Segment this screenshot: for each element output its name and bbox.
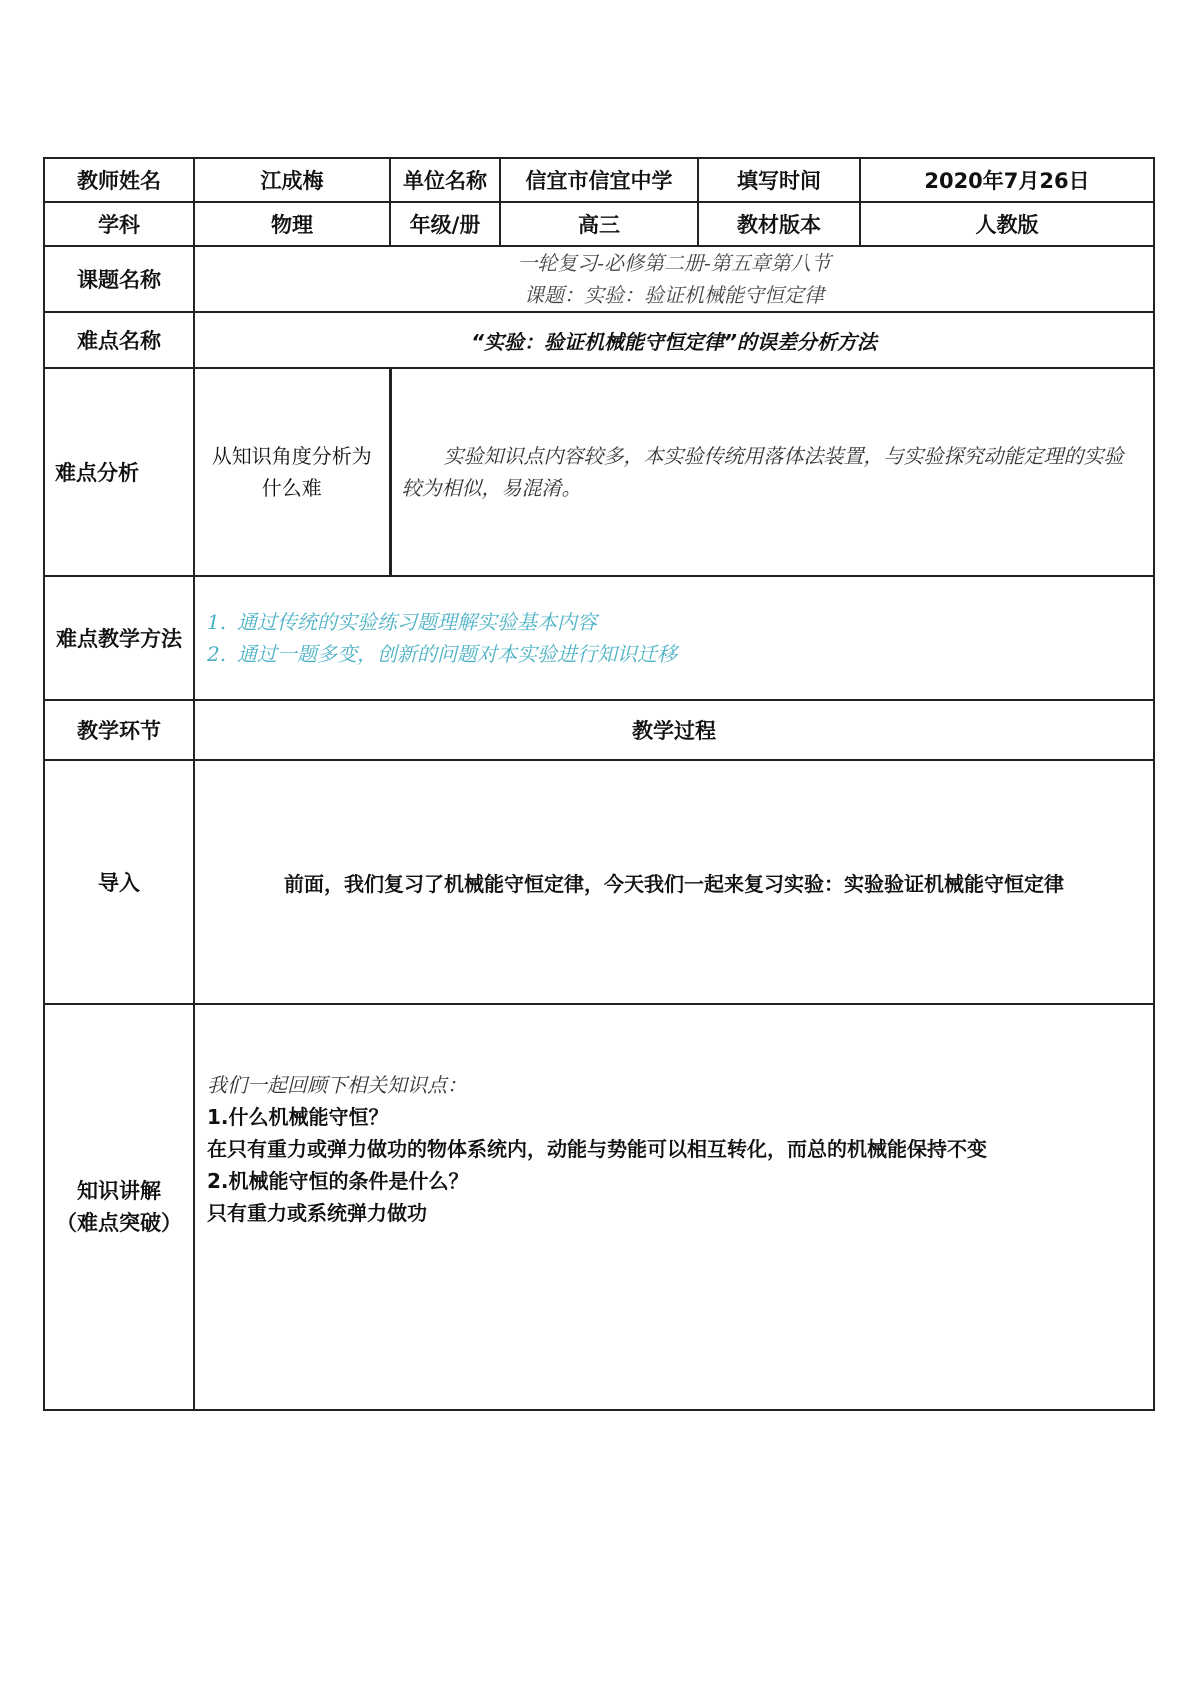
difficulty-label: 难点名称 <box>44 312 194 368</box>
topic-line-2: 课题：实验：验证机械能守恒定律 <box>524 283 824 307</box>
teacher-name-label: 教师姓名 <box>44 158 194 202</box>
method-list <box>194 576 1154 700</box>
knowledge-intro: 我们一起回顾下相关知识点： <box>207 1073 467 1097</box>
header-row-1 <box>44 158 1154 202</box>
grade-value: 高三 <box>500 202 698 246</box>
method-label: 难点教学方法 <box>44 576 194 700</box>
fill-date-value: 2020年7月26日 <box>860 158 1154 202</box>
difficulty-value: “实验：验证机械能守恒定律”的误差分析方法 <box>194 312 1154 368</box>
topic-line-1: 一轮复习-必修第二册-第五章第八节 <box>517 251 831 275</box>
method-item-text: 通过传统的实验练习题理解实验基本内容 <box>237 610 597 634</box>
difficulty-row <box>44 312 1154 368</box>
knowledge-row <box>44 1004 1154 1410</box>
knowledge-answer-2: 只有重力或系统弹力做功 <box>207 1201 427 1225</box>
analysis-row <box>44 368 1154 576</box>
intro-text: 前面，我们复习了机械能守恒定律，今天我们一起来复习实验：实验验证机械能守恒定律 <box>194 760 1154 1004</box>
method-item-number: 1. <box>207 610 227 634</box>
edition-label: 教材版本 <box>698 202 860 246</box>
process-header-row <box>44 700 1154 760</box>
topic-label: 课题名称 <box>44 246 194 312</box>
topic-value <box>194 246 1154 312</box>
lesson-plan-table <box>43 157 1155 1411</box>
method-item-text: 通过一题多变，创新的问题对本实验进行知识迁移 <box>237 642 677 666</box>
intro-label: 导入 <box>44 760 194 1004</box>
subject-value: 物理 <box>194 202 390 246</box>
unit-name-label: 单位名称 <box>390 158 500 202</box>
edition-value: 人教版 <box>860 202 1154 246</box>
analysis-label: 难点分析 <box>44 368 194 576</box>
topic-row <box>44 246 1154 312</box>
process-label: 教学过程 <box>194 700 1154 760</box>
analysis-text: 实验知识点内容较多，本实验传统用落体法装置，与实验探究动能定理的实验较为相似，易混淆。 <box>390 368 1154 576</box>
knowledge-question-1: 1.什么机械能守恒？ <box>207 1105 389 1129</box>
intro-row <box>44 760 1154 1004</box>
fill-date-label: 填写时间 <box>698 158 860 202</box>
knowledge-label <box>44 1004 194 1410</box>
analysis-sub-label: 从知识角度分析为什么难 <box>194 368 390 576</box>
knowledge-question-2: 2.机械能守恒的条件是什么？ <box>207 1169 469 1193</box>
process-step-label: 教学环节 <box>44 700 194 760</box>
subject-label: 学科 <box>44 202 194 246</box>
grade-label: 年级/册 <box>390 202 500 246</box>
knowledge-label-line-1: 知识讲解 <box>77 1179 161 1203</box>
method-row <box>44 576 1154 700</box>
method-item <box>207 638 1153 670</box>
method-item-number: 2. <box>207 642 227 666</box>
lesson-plan-sheet <box>43 157 1153 1411</box>
teacher-name-value: 江成梅 <box>194 158 390 202</box>
knowledge-label-line-2: （难点突破） <box>56 1211 182 1235</box>
knowledge-content <box>194 1004 1154 1410</box>
method-item <box>207 606 1153 638</box>
header-row-2 <box>44 202 1154 246</box>
unit-name-value: 信宜市信宜中学 <box>500 158 698 202</box>
knowledge-answer-1: 在只有重力或弹力做功的物体系统内，动能与势能可以相互转化，而总的机械能保持不变 <box>207 1137 987 1161</box>
